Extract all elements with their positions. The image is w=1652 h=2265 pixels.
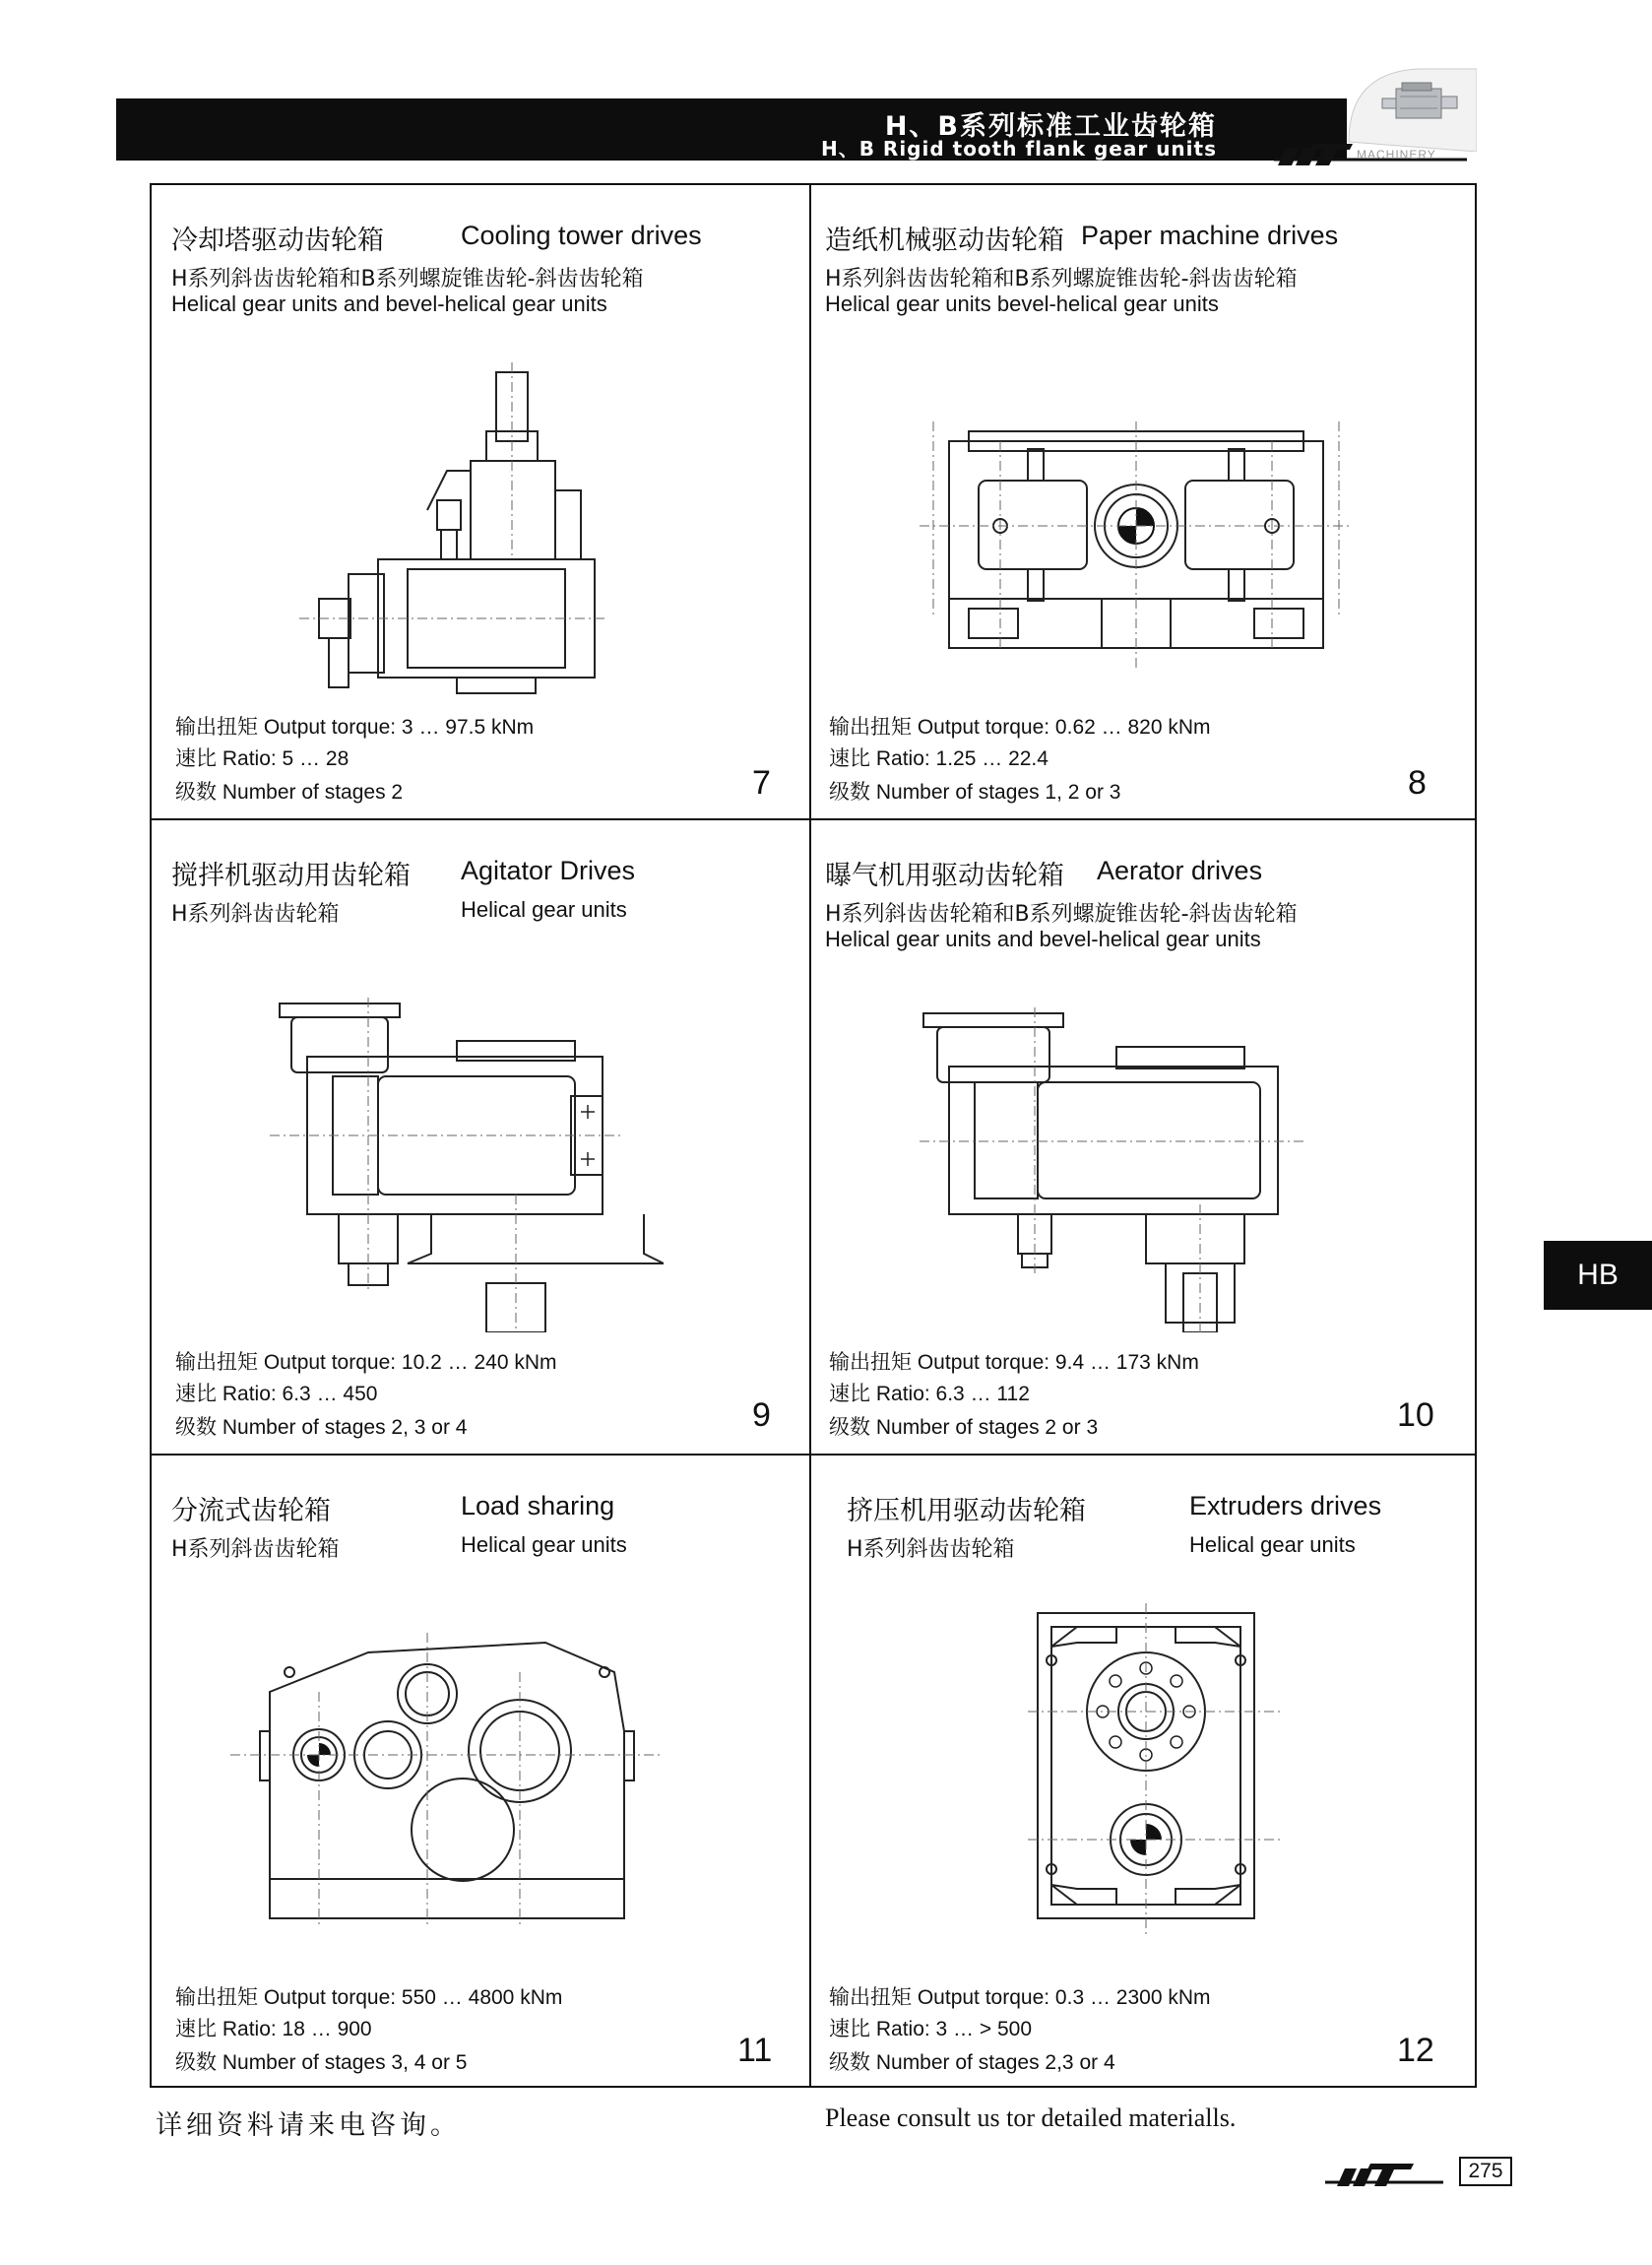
brand-caption: MACHINERY — [1357, 148, 1436, 162]
spec-stages — [175, 2046, 467, 2076]
cell-subtitle-en: Helical gear units and bevel-helical gear units — [171, 291, 607, 316]
spec-torque-cn: 输出扭矩 — [175, 1350, 258, 1374]
application-cell-cooling-tower — [152, 185, 808, 818]
cell-title-en: Cooling tower drives — [461, 221, 702, 250]
spec-ratio-cn: 速比 — [175, 2017, 217, 2040]
spec-torque — [829, 1981, 1211, 2011]
agitator-drive-drawing — [270, 998, 664, 1332]
spec-ratio-cn: 速比 — [829, 2017, 870, 2040]
cell-title-en: Extruders drives — [1189, 1491, 1382, 1521]
application-cell-aerator — [811, 820, 1468, 1454]
spec-stages-cn: 级数 — [829, 780, 870, 804]
spec-torque — [829, 711, 1211, 741]
spec-torque-cn: 输出扭矩 — [829, 1985, 912, 2009]
cell-subtitle-cn: H系列斜齿齿轮箱和B系列螺旋锥齿轮-斜齿齿轮箱 — [825, 902, 1298, 927]
spec-torque-en: Output torque: 9.4 … 173 kNm — [917, 1351, 1199, 1374]
spec-torque-en: Output torque: 0.3 … 2300 kNm — [917, 1986, 1211, 2009]
spec-stages-en: Number of stages 3, 4 or 5 — [222, 2051, 468, 2074]
spec-torque-en: Output torque: 0.62 … 820 kNm — [917, 716, 1211, 739]
application-cell-agitator — [152, 820, 808, 1454]
spec-torque-cn: 输出扭矩 — [829, 1350, 912, 1374]
cell-title-en: Load sharing — [461, 1491, 615, 1521]
paper-machine-drive-drawing — [920, 421, 1353, 678]
cell-number: 11 — [737, 2032, 773, 2069]
application-cell-paper-machine — [811, 185, 1468, 818]
spec-stages — [829, 2046, 1115, 2076]
cell-subtitle-cn: H系列斜齿齿轮箱和B系列螺旋锥齿轮-斜齿齿轮箱 — [171, 267, 644, 291]
spec-torque-en: Output torque: 10.2 … 240 kNm — [263, 1351, 557, 1374]
spec-ratio-en: Ratio: 18 … 900 — [222, 2018, 372, 2040]
spec-torque — [829, 1346, 1199, 1376]
cooling-tower-drive-drawing — [260, 362, 614, 697]
spec-ratio-en: Ratio: 1.25 … 22.4 — [875, 747, 1048, 770]
cell-title-en: Agitator Drives — [461, 856, 636, 885]
footer-note-en: Please consult us tor detailed materialls. — [825, 2103, 1237, 2132]
cell-title-cn: 冷却塔驱动齿轮箱 — [171, 226, 384, 256]
spec-stages-cn: 级数 — [829, 2050, 870, 2074]
cell-title-en: Paper machine drives — [1081, 221, 1339, 250]
cell-title-cn: 曝气机用驱动齿轮箱 — [825, 861, 1064, 891]
spec-stages-cn: 级数 — [175, 1415, 217, 1439]
spec-ratio-cn: 速比 — [175, 746, 217, 770]
cell-number: 10 — [1397, 1396, 1434, 1434]
spec-ratio — [829, 2013, 1032, 2042]
spec-stages-en: Number of stages 2 — [222, 781, 404, 804]
cell-subtitle-cn: H系列斜齿齿轮箱 — [171, 902, 340, 927]
cell-number: 9 — [752, 1396, 771, 1434]
spec-torque-en: Output torque: 3 … 97.5 kNm — [263, 716, 535, 739]
side-tab-hb: HB — [1544, 1241, 1652, 1310]
header-title-cn: H、B系列标准工业齿轮箱 — [884, 111, 1217, 142]
spec-ratio — [175, 2013, 372, 2042]
spec-stages-cn: 级数 — [175, 780, 217, 804]
spec-stages — [829, 776, 1120, 806]
spec-ratio — [175, 743, 349, 772]
spec-ratio-en: Ratio: 3 … > 500 — [875, 2018, 1033, 2040]
header-bar — [116, 98, 1347, 161]
cell-subtitle-cn: H系列斜齿齿轮箱 — [171, 1537, 340, 1562]
cell-subtitle-en: Helical gear units bevel-helical gear units — [825, 291, 1219, 316]
spec-torque-cn: 输出扭矩 — [175, 1985, 258, 2009]
cell-title-en: Aerator drives — [1097, 856, 1263, 885]
cell-subtitle-cn: H系列斜齿齿轮箱 — [847, 1537, 1015, 1562]
header-title-en: H、B Rigid tooth flank gear units — [820, 137, 1217, 161]
spec-ratio-en: Ratio: 5 … 28 — [222, 747, 349, 770]
footer-note-cn: 详细资料请来电咨询。 — [156, 2110, 461, 2141]
spec-ratio — [829, 1378, 1030, 1407]
cell-title-cn: 挤压机用驱动齿轮箱 — [847, 1496, 1086, 1526]
spec-torque-cn: 输出扭矩 — [829, 715, 912, 739]
spec-stages — [175, 1411, 467, 1441]
cell-subtitle-en: Helical gear units — [461, 1532, 627, 1557]
spec-ratio-cn: 速比 — [175, 1382, 217, 1405]
spec-torque-cn: 输出扭矩 — [175, 715, 258, 739]
spec-stages-en: Number of stages 1, 2 or 3 — [875, 781, 1121, 804]
spec-stages — [175, 776, 403, 806]
spec-ratio-cn: 速比 — [829, 746, 870, 770]
cell-number: 8 — [1408, 764, 1427, 802]
page-number: 275 — [1459, 2157, 1512, 2186]
spec-ratio-cn: 速比 — [829, 1382, 870, 1405]
spec-stages-en: Number of stages 2 or 3 — [875, 1416, 1099, 1439]
spec-ratio — [829, 743, 1048, 772]
cell-title-cn: 分流式齿轮箱 — [171, 1496, 331, 1526]
extruder-drive-drawing — [1008, 1603, 1303, 1938]
spec-ratio-en: Ratio: 6.3 … 450 — [222, 1383, 378, 1405]
spec-torque — [175, 711, 534, 741]
spec-torque-en: Output torque: 550 … 4800 kNm — [263, 1986, 563, 2009]
spec-ratio — [175, 1378, 377, 1407]
spec-stages — [829, 1411, 1098, 1441]
application-grid — [150, 183, 1477, 2088]
cell-number: 7 — [752, 764, 771, 802]
load-sharing-drawing — [230, 1633, 664, 1928]
application-cell-load-sharing — [152, 1456, 808, 2089]
spec-stages-en: Number of stages 2, 3 or 4 — [222, 1416, 468, 1439]
cell-title-cn: 搅拌机驱动用齿轮箱 — [171, 861, 411, 891]
cell-title-cn: 造纸机械驱动齿轮箱 — [825, 226, 1064, 256]
cell-subtitle-en: Helical gear units — [1189, 1532, 1356, 1557]
cell-subtitle-en: Helical gear units and bevel-helical gear units — [825, 927, 1261, 951]
aerator-drive-drawing — [920, 1007, 1313, 1332]
spec-stages-cn: 级数 — [175, 2050, 217, 2074]
spec-torque — [175, 1346, 557, 1376]
jtc-footer-logo-icon — [1325, 2159, 1443, 2188]
spec-stages-cn: 级数 — [829, 1415, 870, 1439]
spec-ratio-en: Ratio: 6.3 … 112 — [875, 1383, 1030, 1405]
cell-subtitle-en: Helical gear units — [461, 897, 627, 922]
spec-torque — [175, 1981, 562, 2011]
application-cell-extruders — [811, 1456, 1468, 2089]
cell-number: 12 — [1397, 2032, 1434, 2069]
spec-stages-en: Number of stages 2,3 or 4 — [875, 2051, 1115, 2074]
cell-subtitle-cn: H系列斜齿齿轮箱和B系列螺旋锥齿轮-斜齿齿轮箱 — [825, 267, 1298, 291]
